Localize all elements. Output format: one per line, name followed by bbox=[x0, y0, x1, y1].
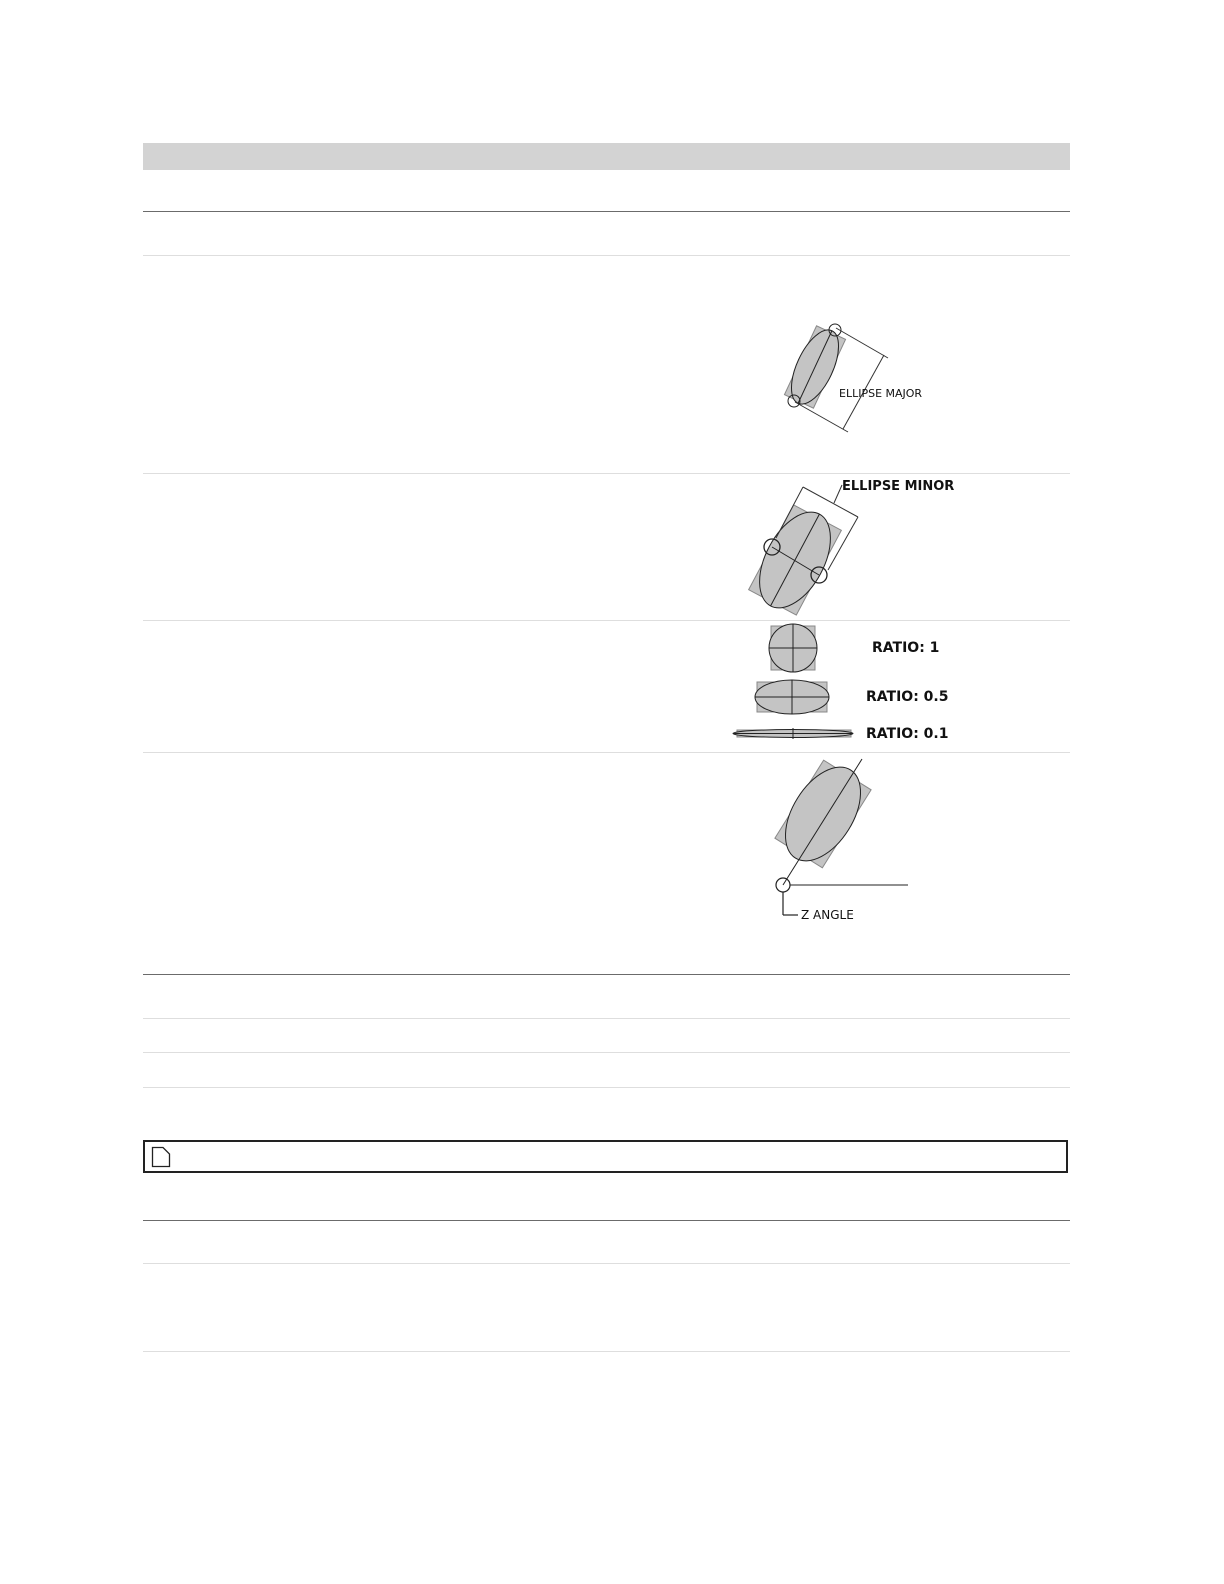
table-row-divider bbox=[143, 752, 1070, 753]
table-row-divider bbox=[143, 974, 1070, 975]
table-header-bar bbox=[143, 143, 1070, 170]
ellipse-major-figure bbox=[740, 310, 980, 450]
table-row-divider bbox=[143, 1052, 1070, 1053]
ellipse-minor-label: ELLIPSE MINOR bbox=[842, 479, 955, 494]
table-header-rule bbox=[143, 1220, 1070, 1221]
ellipse-minor-figure bbox=[730, 474, 990, 619]
table-row-divider bbox=[143, 1087, 1070, 1088]
z-angle-figure bbox=[760, 755, 960, 935]
table-header-rule bbox=[143, 211, 1070, 212]
leader-line bbox=[834, 485, 842, 503]
ratio-figure bbox=[725, 620, 985, 750]
document-icon bbox=[151, 1146, 171, 1168]
ratio-0-1-label: RATIO: 0.1 bbox=[866, 726, 949, 742]
extension-line bbox=[795, 402, 848, 432]
note-box bbox=[143, 1140, 1068, 1173]
table-row-divider bbox=[143, 1263, 1070, 1264]
ellipse-shape bbox=[770, 754, 876, 874]
table-row-divider bbox=[143, 255, 1070, 256]
z-angle-label: Z ANGLE bbox=[801, 908, 854, 922]
ellipse-major-label: ELLIPSE MAJOR bbox=[839, 387, 923, 400]
table-row-divider bbox=[143, 1351, 1070, 1352]
ratio-1-label: RATIO: 1 bbox=[872, 640, 940, 656]
table-row-divider bbox=[143, 1018, 1070, 1019]
ratio-0-5-label: RATIO: 0.5 bbox=[866, 689, 949, 705]
